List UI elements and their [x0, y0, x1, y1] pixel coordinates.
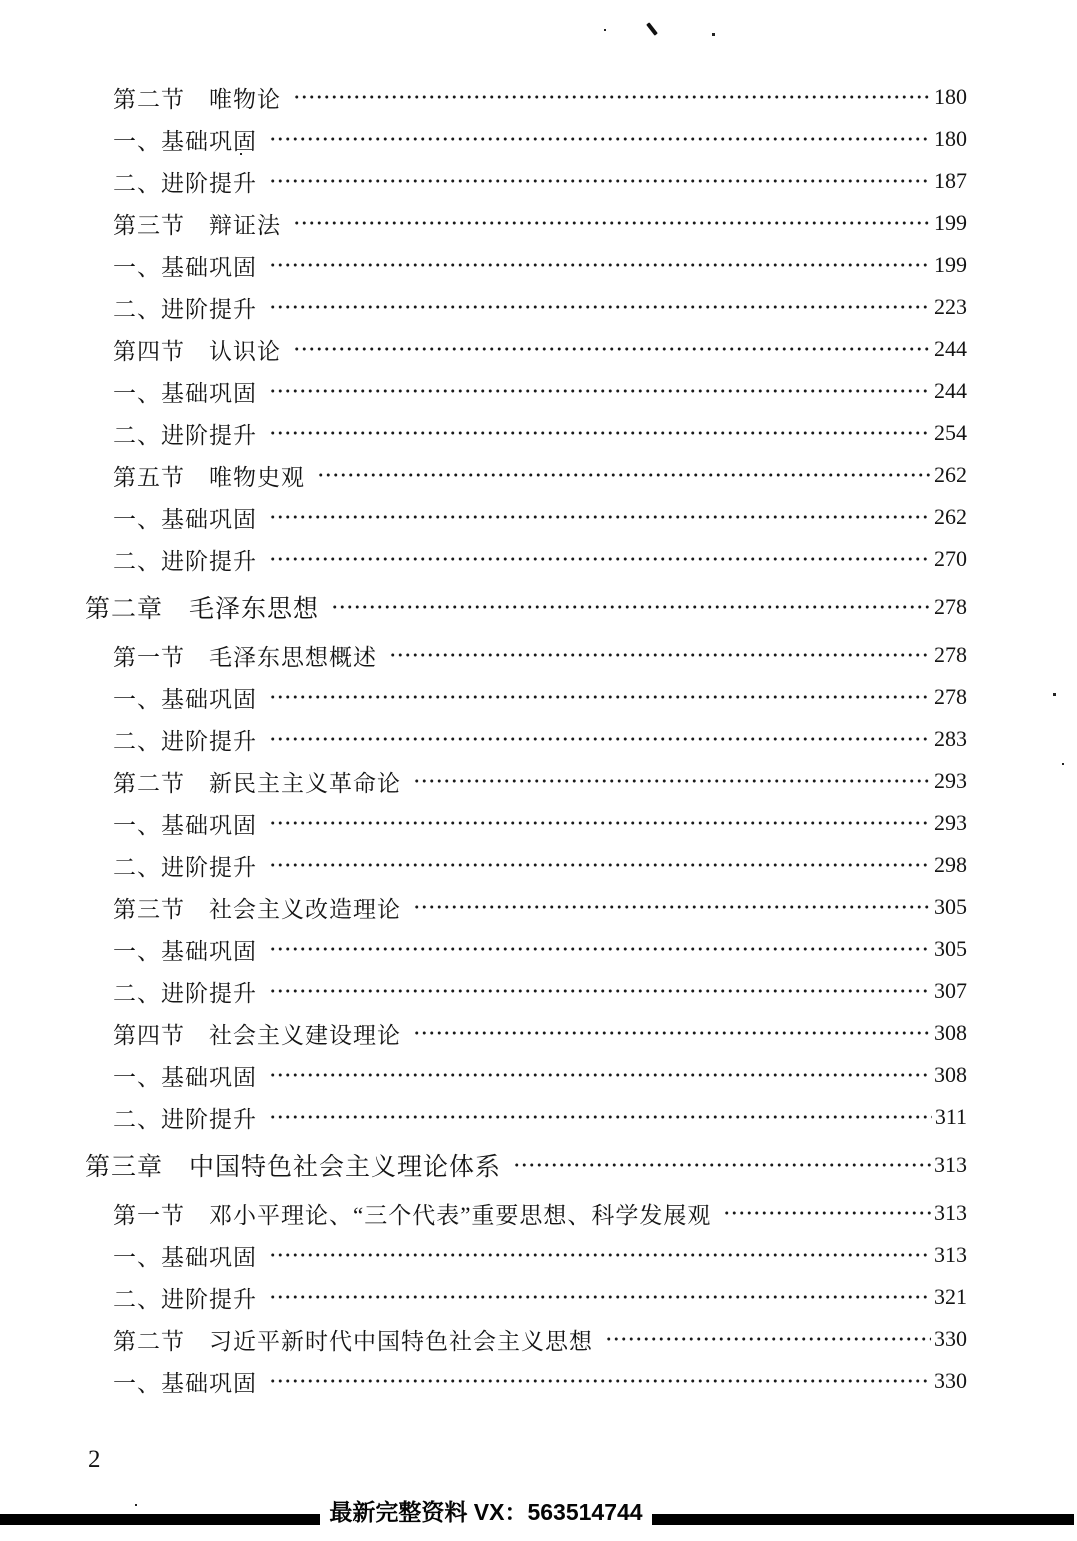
toc-entry-label: 一、基础巩固	[113, 254, 257, 280]
dot-leader	[267, 412, 931, 454]
toc-entry-sub	[0, 160, 1077, 202]
toc-entry-section	[0, 886, 1077, 928]
toc-entry-label: 一、基础巩固	[113, 1370, 257, 1396]
toc-entry-label: 第二节 新民主主义革命论	[113, 770, 401, 796]
toc-entry-page: 313	[934, 1200, 967, 1225]
toc-entry-label: 二、进阶提升	[113, 854, 257, 880]
toc-entry-label: 一、基础巩固	[113, 128, 257, 154]
toc-entry-page: 262	[934, 462, 967, 487]
scan-artifact-mark	[646, 22, 658, 35]
toc-entry-chapter	[0, 1144, 1077, 1186]
dot-leader	[603, 1318, 931, 1360]
toc-entry-page: 307	[934, 978, 967, 1003]
toc-entry-page: 199	[934, 252, 967, 277]
dot-leader	[291, 328, 931, 370]
toc-entry-page: 180	[934, 84, 967, 109]
toc-entry-sub	[0, 370, 1077, 412]
toc-entry-label: 二、进阶提升	[113, 1106, 257, 1132]
toc-entry-sub	[0, 802, 1077, 844]
dot-leader	[411, 1012, 931, 1054]
toc-entry-page: 305	[934, 894, 967, 919]
toc-entry-page: 187	[934, 168, 967, 193]
toc-entry-label: 二、进阶提升	[113, 980, 257, 1006]
dot-leader	[267, 370, 931, 412]
toc-entry-page: 199	[934, 210, 967, 235]
toc-entry-section	[0, 1318, 1077, 1360]
toc-entry-label: 第一节 邓小平理论、“三个代表”重要思想、科学发展观	[113, 1202, 712, 1228]
scan-speck	[712, 33, 715, 36]
toc-entry-chapter	[0, 586, 1077, 628]
dot-leader	[387, 634, 931, 676]
toc-entry-page: 283	[934, 726, 967, 751]
toc-entry-sub	[0, 118, 1077, 160]
dot-leader	[267, 496, 931, 538]
toc-entry-sub	[0, 928, 1077, 970]
dot-leader	[291, 202, 931, 244]
scan-speck	[604, 29, 606, 31]
toc-entry-label: 第一节 毛泽东思想概述	[113, 644, 377, 670]
toc-entry-sub	[0, 1234, 1077, 1276]
toc-entry-label: 第四节 认识论	[113, 338, 281, 364]
toc-entry-section	[0, 1012, 1077, 1054]
dot-leader	[267, 844, 931, 886]
toc-entry-page: 330	[934, 1368, 967, 1393]
toc-entry-page: 330	[934, 1326, 967, 1351]
toc-entry-label: 一、基础巩固	[113, 938, 257, 964]
toc-entry-page: 278	[934, 684, 967, 709]
dot-leader	[721, 1192, 931, 1234]
toc-entry-label: 第二章 毛泽东思想	[85, 596, 320, 623]
scan-speck	[135, 1504, 137, 1506]
toc-entry-label: 第二节 唯物论	[113, 86, 281, 112]
dot-leader	[267, 1234, 931, 1276]
toc-entry-section	[0, 76, 1077, 118]
toc-entry-page: 313	[934, 1152, 967, 1177]
dot-leader	[267, 802, 931, 844]
dot-leader	[411, 760, 931, 802]
dot-leader	[267, 1096, 932, 1138]
toc-entry-page: 305	[934, 936, 967, 961]
toc-entry-page: 254	[934, 420, 967, 445]
dot-leader	[411, 886, 931, 928]
toc-entry-section	[0, 1192, 1077, 1234]
toc-entry-page: 223	[934, 294, 967, 319]
dot-leader	[267, 676, 931, 718]
toc-entry-page: 308	[934, 1020, 967, 1045]
dot-leader	[291, 76, 931, 118]
toc-entry-sub	[0, 538, 1077, 580]
dot-leader	[267, 286, 931, 328]
toc-entry-section	[0, 328, 1077, 370]
toc-entry-label: 一、基础巩固	[113, 1244, 257, 1270]
toc-entry-label: 一、基础巩固	[113, 812, 257, 838]
toc-entry-section	[0, 760, 1077, 802]
toc-entry-page: 278	[934, 642, 967, 667]
toc-entry-page: 311	[934, 1104, 967, 1129]
toc-entry-page: 298	[934, 852, 967, 877]
toc-entry-page: 308	[934, 1062, 967, 1087]
toc-entry-sub	[0, 1096, 1077, 1138]
toc-entry-page: 244	[934, 336, 967, 361]
toc-entry-sub	[0, 496, 1077, 538]
toc-entry-page: 244	[934, 378, 967, 403]
toc-entry-label: 二、进阶提升	[113, 422, 257, 448]
dot-leader	[267, 1360, 931, 1402]
dot-leader	[267, 970, 931, 1012]
toc-entry-sub	[0, 718, 1077, 760]
dot-leader	[511, 1144, 931, 1186]
dot-leader	[267, 1054, 931, 1096]
dot-leader	[267, 928, 931, 970]
toc-entry-sub	[0, 676, 1077, 718]
toc-entry-page: 313	[934, 1242, 967, 1267]
toc-entry-label: 第四节 社会主义建设理论	[113, 1022, 401, 1048]
toc-entry-label: 第三节 社会主义改造理论	[113, 896, 401, 922]
toc-entry-page: 180	[934, 126, 967, 151]
toc-entry-page: 262	[934, 504, 967, 529]
page-number: 2	[88, 1446, 101, 1473]
toc-entry-label: 一、基础巩固	[113, 506, 257, 532]
dot-leader	[267, 538, 931, 580]
toc-entry-section	[0, 202, 1077, 244]
dot-leader	[267, 1276, 931, 1318]
toc-entry-sub	[0, 1276, 1077, 1318]
dot-leader	[315, 454, 931, 496]
toc-entry-page: 270	[934, 546, 967, 571]
toc-entry-sub	[0, 970, 1077, 1012]
toc-entry-label: 第五节 唯物史观	[113, 464, 305, 490]
toc-entry-label: 二、进阶提升	[113, 548, 257, 574]
toc-entry-label: 二、进阶提升	[113, 170, 257, 196]
toc-entry-page: 293	[934, 810, 967, 835]
toc-entry-label: 二、进阶提升	[113, 1286, 257, 1312]
watermark-text: 最新完整资料 VX：563514744	[329, 1498, 643, 1525]
toc-entry-sub	[0, 286, 1077, 328]
toc-entry-sub	[0, 1360, 1077, 1402]
toc-entry-sub	[0, 412, 1077, 454]
dot-leader	[267, 118, 931, 160]
toc-entry-label: 第二节 习近平新时代中国特色社会主义思想	[113, 1328, 593, 1354]
toc-entry-label: 第三节 辩证法	[113, 212, 281, 238]
toc-entry-label: 一、基础巩固	[113, 686, 257, 712]
toc-entry-sub	[0, 244, 1077, 286]
watermark-badge	[320, 1487, 652, 1533]
toc-entry-sub	[0, 844, 1077, 886]
dot-leader	[267, 244, 931, 286]
toc-entry-page: 278	[934, 594, 967, 619]
dot-leader	[267, 718, 931, 760]
toc-entry-label: 二、进阶提升	[113, 296, 257, 322]
table-of-contents	[0, 76, 1077, 1402]
toc-entry-section	[0, 634, 1077, 676]
toc-entry-label: 第三章 中国特色社会主义理论体系	[85, 1154, 502, 1181]
toc-entry-label: 二、进阶提升	[113, 728, 257, 754]
dot-leader	[329, 586, 931, 628]
toc-entry-section	[0, 454, 1077, 496]
toc-entry-page: 293	[934, 768, 967, 793]
toc-entry-label: 一、基础巩固	[113, 1064, 257, 1090]
toc-entry-label: 一、基础巩固	[113, 380, 257, 406]
dot-leader	[267, 160, 931, 202]
toc-entry-sub	[0, 1054, 1077, 1096]
toc-entry-page: 321	[934, 1284, 967, 1309]
